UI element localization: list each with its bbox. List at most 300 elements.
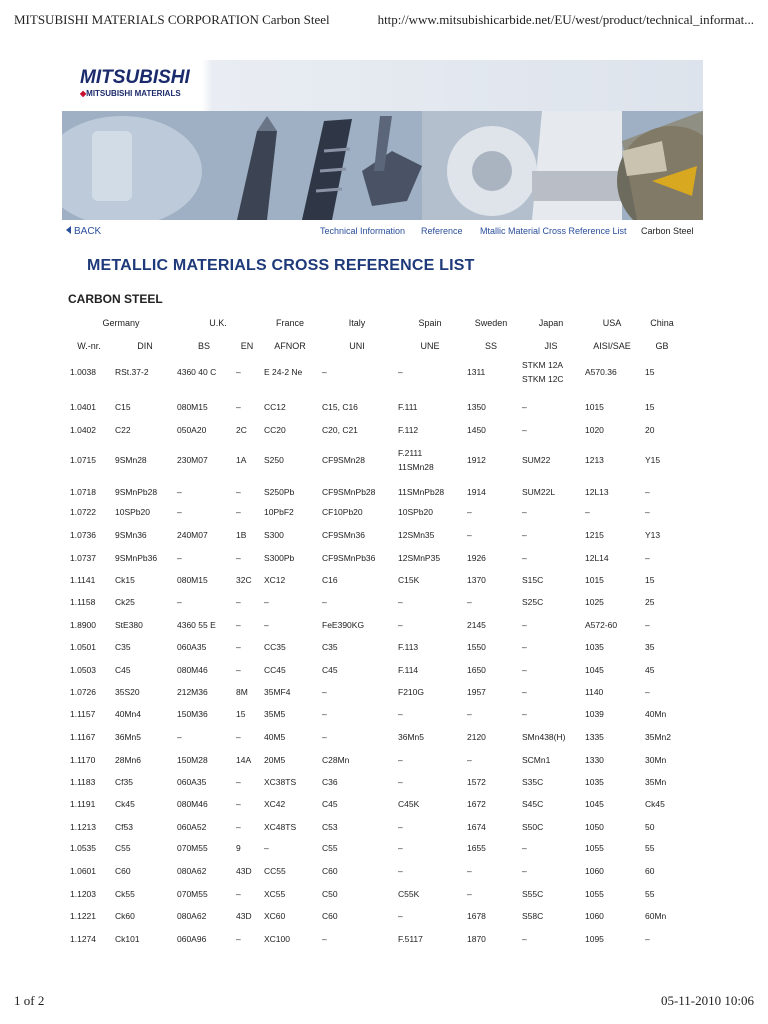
table-cell: –	[522, 530, 527, 540]
table-cell: Ck45	[115, 799, 135, 809]
table-cell: CF9SMnPb36	[322, 553, 376, 563]
table-cell: F.5117	[398, 934, 423, 944]
material-number: 1.0601	[70, 866, 96, 876]
table-cell: S45C	[522, 799, 544, 809]
table-cell: –	[645, 620, 650, 630]
table-cell: C60	[115, 866, 131, 876]
cutting-tools-illustration	[62, 111, 703, 220]
table-cell: 1870	[467, 934, 486, 944]
table-cell: –	[398, 911, 403, 921]
table-cell: 14A	[236, 755, 252, 765]
table-cell: –	[236, 777, 241, 787]
table-cell: C53	[322, 822, 338, 832]
table-cell: S58C	[522, 911, 544, 921]
table-cell: –	[177, 487, 182, 497]
table-cell: 1140	[585, 687, 604, 697]
table-cell: –	[522, 507, 527, 517]
table-cell: –	[322, 709, 327, 719]
table-cell: 60Mn	[645, 911, 667, 921]
table-cell: Cf35	[115, 777, 133, 787]
table-cell: CC35	[264, 642, 286, 652]
logo-wordmark: MITSUBISHI	[80, 67, 190, 88]
table-cell: 10SPb20	[398, 507, 433, 517]
table-cell: StE380	[115, 620, 143, 630]
table-cell: 1213	[585, 455, 604, 465]
standard-header: EN	[240, 341, 254, 351]
page-title: METALLIC MATERIALS CROSS REFERENCE LIST	[87, 257, 475, 274]
material-number: 1.0501	[70, 642, 96, 652]
table-cell: 1957	[467, 687, 486, 697]
table-cell: XC100	[264, 934, 290, 944]
table-cell: 1015	[585, 402, 604, 412]
material-number: 1.0402	[70, 425, 96, 435]
table-cell: –	[522, 934, 527, 944]
table-cell: 080M15	[177, 575, 208, 585]
material-number: 1.1157	[70, 709, 96, 719]
material-number: 1.1141	[70, 575, 96, 585]
back-arrow-icon	[66, 226, 71, 234]
table-cell: –	[522, 553, 527, 563]
material-number: 1.0535	[70, 843, 96, 853]
table-cell: 1215	[585, 530, 604, 540]
table-cell: 15	[236, 709, 246, 719]
country-header: Germany	[102, 318, 140, 328]
table-cell: 150M36	[177, 709, 208, 719]
material-number: 1.0726	[70, 687, 96, 697]
table-cell: –	[264, 597, 269, 607]
table-cell: CC45	[264, 665, 286, 675]
table-cell: 9SMnPb36	[115, 553, 158, 563]
table-cell: 30Mn	[645, 755, 667, 765]
table-cell: –	[645, 687, 650, 697]
table-cell: –	[645, 487, 650, 497]
table-cell: 35	[645, 642, 655, 652]
table-cell: 40Mn4	[115, 709, 141, 719]
table-cell: C45	[115, 665, 131, 675]
table-cell: –	[522, 709, 527, 719]
table-cell: 1055	[585, 889, 604, 899]
back-link-label: BACK	[74, 226, 102, 237]
country-header: Japan	[538, 318, 564, 328]
table-cell: 1060	[585, 911, 604, 921]
table-cell: Ck55	[115, 889, 135, 899]
table-cell: S25C	[522, 597, 544, 607]
table-cell: 1550	[467, 642, 486, 652]
table-cell: 080M46	[177, 665, 208, 675]
table-cell: –	[322, 687, 327, 697]
table-cell: –	[236, 620, 241, 630]
table-cell: –	[522, 665, 527, 675]
table-cell: 12L13	[585, 487, 609, 497]
table-cell: 1035	[585, 777, 604, 787]
material-number: 1.0503	[70, 665, 96, 675]
breadcrumb-carbon-steel: Carbon Steel	[641, 226, 694, 236]
table-cell: F.112	[398, 425, 419, 435]
table-cell: S35C	[522, 777, 544, 787]
table-cell: 060A96	[177, 934, 207, 944]
table-cell: SCMn1	[522, 755, 551, 765]
table-cell: C45	[322, 799, 338, 809]
table-cell: –	[467, 755, 472, 765]
material-number: 1.1167	[70, 732, 96, 742]
table-cell: –	[522, 402, 527, 412]
table-cell: –	[264, 620, 269, 630]
table-cell: –	[398, 822, 403, 832]
table-cell: 1060	[585, 866, 604, 876]
table-cell: 36Mn5	[398, 732, 424, 742]
table-cell: –	[236, 402, 241, 412]
table-cell: FeE390KG	[322, 620, 365, 630]
material-number: 1.0038	[70, 367, 96, 377]
table-cell: 1015	[585, 575, 604, 585]
table-cell: A572-60	[585, 620, 618, 630]
table-cell: 40M5	[264, 732, 286, 742]
table-cell: 45	[645, 665, 655, 675]
table-cell: 050A20	[177, 425, 207, 435]
table-cell: 35Mn	[645, 777, 667, 787]
country-header: Sweden	[474, 318, 508, 328]
table-cell: –	[236, 889, 241, 899]
table-cell: 1025	[585, 597, 604, 607]
table-cell: 12L14	[585, 553, 609, 563]
table-cell: 1912	[467, 455, 486, 465]
country-header: Italy	[348, 318, 366, 328]
breadcrumb-technical-information[interactable]: Technical Information	[320, 226, 406, 236]
table-cell: CC55	[264, 866, 286, 876]
table-cell: 11SMn28	[398, 462, 434, 472]
table-cell: –	[398, 709, 403, 719]
breadcrumb-reference[interactable]: Reference	[421, 226, 463, 236]
table-cell: 1035	[585, 642, 604, 652]
table-cell: 4360 55 E	[177, 620, 216, 630]
table-cell: STKM 12A	[522, 360, 564, 370]
table-cell: 1311	[467, 367, 486, 377]
table-cell: C15K	[398, 575, 420, 585]
table-cell: –	[236, 367, 241, 377]
material-number: 1.0737	[70, 553, 96, 563]
table-cell: –	[398, 755, 403, 765]
table-cell: C28Mn	[322, 755, 350, 765]
table-cell: –	[467, 889, 472, 899]
table-cell: XC38TS	[264, 777, 297, 787]
table-cell: C45	[322, 665, 338, 675]
table-cell: C55K	[398, 889, 420, 899]
print-header-title: MITSUBISHI MATERIALS CORPORATION Carbon Steel	[14, 12, 330, 27]
material-number: 1.1158	[70, 597, 96, 607]
table-cell: –	[398, 866, 403, 876]
table-cell: F.2111	[398, 448, 423, 458]
print-header-url: http://www.mitsubishicarbide.net/EU/west/product/technical_informat...	[377, 12, 754, 27]
table-cell: –	[398, 620, 403, 630]
table-cell: –	[236, 553, 241, 563]
table-cell: 20	[645, 425, 655, 435]
table-cell: –	[522, 687, 527, 697]
table-cell: Cf53	[115, 822, 133, 832]
table-cell: 1370	[467, 575, 486, 585]
country-header: China	[650, 318, 674, 328]
table-cell: 1A	[236, 455, 247, 465]
table-cell: SUM22L	[522, 487, 556, 497]
standard-header: GB	[655, 341, 669, 351]
table-cell: S50C	[522, 822, 544, 832]
material-number: 1.1183	[70, 777, 96, 787]
table-cell: –	[467, 597, 472, 607]
table-cell: –	[236, 732, 241, 742]
table-cell: C22	[115, 425, 131, 435]
table-cell: C60	[322, 911, 338, 921]
table-cell: F.111	[398, 402, 418, 412]
table-cell: 1330	[585, 755, 604, 765]
table-cell: –	[236, 822, 241, 832]
page-count: 1 of 2	[14, 993, 45, 1008]
table-cell: 1045	[585, 799, 604, 809]
table-cell: Ck45	[645, 799, 665, 809]
standard-header: AISI/SAE	[593, 341, 631, 351]
table-cell: 1095	[585, 934, 604, 944]
table-cell: –	[322, 732, 327, 742]
table-cell: C20, C21	[322, 425, 358, 435]
table-cell: Ck60	[115, 911, 135, 921]
table-cell: –	[236, 597, 241, 607]
table-cell: C36	[322, 777, 338, 787]
table-cell: –	[467, 530, 472, 540]
back-link[interactable]	[66, 226, 101, 237]
table-cell: Ck15	[115, 575, 135, 585]
table-cell: 60	[645, 866, 655, 876]
table-cell: –	[398, 597, 403, 607]
table-cell: 35M5	[264, 709, 286, 719]
table-cell: 240M07	[177, 530, 208, 540]
table-cell: SUM22	[522, 455, 551, 465]
material-number: 1.0401	[70, 402, 96, 412]
table-cell: XC55	[264, 889, 286, 899]
standard-header: SS	[484, 341, 498, 351]
table-cell: 080A62	[177, 866, 207, 876]
table-cell: 11SMnPb28	[398, 487, 445, 497]
table-cell: 080A62	[177, 911, 207, 921]
table-cell: 15	[645, 575, 655, 585]
material-number: 1.1203	[70, 889, 96, 899]
material-number: 1.0722	[70, 507, 96, 517]
standard-header: DIN	[137, 341, 153, 351]
table-cell: F.114	[398, 665, 419, 675]
material-number: 1.0715	[70, 455, 96, 465]
table-cell: 060A35	[177, 642, 207, 652]
table-cell: –	[398, 777, 403, 787]
table-cell: 9	[236, 843, 241, 853]
table-cell: XC12	[264, 575, 286, 585]
table-cell: SMn438(H)	[522, 732, 566, 742]
table-cell: CF10Pb20	[322, 507, 363, 517]
material-number: 1.1274	[70, 934, 96, 944]
table-cell: 20M5	[264, 755, 286, 765]
table-cell: CF9SMn28	[322, 455, 365, 465]
table-cell: –	[236, 642, 241, 652]
table-cell: S250Pb	[264, 487, 295, 497]
table-cell: A570.36	[585, 367, 617, 377]
table-cell: –	[177, 597, 182, 607]
table-cell: –	[236, 934, 241, 944]
table-cell: –	[645, 553, 650, 563]
table-cell: CC20	[264, 425, 286, 435]
table-cell: –	[522, 620, 527, 630]
country-header: France	[275, 318, 305, 328]
table-cell: 12SMnP35	[398, 553, 441, 563]
table-cell: 1678	[467, 911, 486, 921]
table-cell: Y13	[645, 530, 661, 540]
standard-header: AFNOR	[274, 341, 306, 351]
table-cell: –	[236, 799, 241, 809]
table-cell: C55	[322, 843, 338, 853]
breadcrumb-bar	[62, 226, 703, 240]
logo-subtitle	[80, 89, 181, 98]
table-cell: C16	[322, 575, 338, 585]
table-cell: 1020	[585, 425, 604, 435]
table-cell: 1055	[585, 843, 604, 853]
table-cell: 1039	[585, 709, 604, 719]
table-cell: 40Mn	[645, 709, 667, 719]
table-cell: –	[645, 507, 650, 517]
table-cell: –	[467, 709, 472, 719]
table-cell: C35	[115, 642, 131, 652]
table-cell: 150M28	[177, 755, 208, 765]
table-cell: 1350	[467, 402, 486, 412]
table-cell: 1B	[236, 530, 247, 540]
table-cell: 1672	[467, 799, 486, 809]
table-cell: –	[522, 843, 527, 853]
table-cell: 1926	[467, 553, 486, 563]
table-cell: CC12	[264, 402, 286, 412]
material-number: 1.1191	[70, 799, 96, 809]
table-cell: 9SMn28	[115, 455, 147, 465]
material-number: 1.0736	[70, 530, 96, 540]
table-cell: E 24-2 Ne	[264, 367, 303, 377]
table-cell: 1572	[467, 777, 486, 787]
table-cell: 8M	[236, 687, 248, 697]
standard-header: UNE	[420, 341, 440, 351]
table-cell: 35MF4	[264, 687, 291, 697]
table-cell: 2120	[467, 732, 486, 742]
table-cell: 10PbF2	[264, 507, 294, 517]
table-cell: 060A52	[177, 822, 207, 832]
table-cell: 55	[645, 843, 655, 853]
table-cell: C45K	[398, 799, 420, 809]
table-cell: 25	[645, 597, 655, 607]
table-cell: –	[467, 866, 472, 876]
table-cell: XC48TS	[264, 822, 297, 832]
table-cell: F210G	[398, 687, 424, 697]
table-cell: 32C	[236, 575, 252, 585]
table-cell: S250	[264, 455, 284, 465]
table-cell: S15C	[522, 575, 544, 585]
table-cell: 1045	[585, 665, 604, 675]
table-cell: 43D	[236, 866, 252, 876]
table-cell: 2145	[467, 620, 486, 630]
table-cell: 9SMn36	[115, 530, 147, 540]
site-banner	[62, 60, 703, 220]
table-cell: –	[398, 843, 403, 853]
standard-header: BS	[197, 341, 211, 351]
breadcrumb-cross-reference-list[interactable]: Mtallic Material Cross Reference List	[480, 226, 627, 236]
table-cell: 12SMn35	[398, 530, 435, 540]
table-cell: 28Mn6	[115, 755, 141, 765]
table-cell: –	[177, 553, 182, 563]
table-cell: 36Mn5	[115, 732, 141, 742]
table-cell: 070M55	[177, 889, 208, 899]
section-title: CARBON STEEL	[68, 292, 163, 306]
table-cell: 1450	[467, 425, 486, 435]
print-date: 05-11-2010 10:06	[660, 993, 754, 1008]
table-cell: C15, C16	[322, 402, 358, 412]
table-cell: 070M55	[177, 843, 208, 853]
material-number: 1.1221	[70, 911, 96, 921]
table-cell: 230M07	[177, 455, 208, 465]
table-cell: 080M15	[177, 402, 208, 412]
table-cell: –	[398, 367, 403, 377]
material-number: 1.1170	[70, 755, 96, 765]
table-cell: –	[522, 425, 527, 435]
table-cell: 35Mn2	[645, 732, 671, 742]
country-header: USA	[602, 318, 622, 328]
table-cell: 1655	[467, 843, 486, 853]
table-cell: –	[236, 507, 241, 517]
table-cell: 35S20	[115, 687, 140, 697]
table-cell: 9SMnPb28	[115, 487, 158, 497]
table-cell: 15	[645, 367, 655, 377]
standard-header: JIS	[544, 341, 558, 351]
table-cell: 080M46	[177, 799, 208, 809]
table-cell: CF9SMn36	[322, 530, 365, 540]
table-cell: Y15	[645, 455, 661, 465]
table-cell: 15	[645, 402, 655, 412]
table-cell: –	[645, 934, 650, 944]
table-cell: 2C	[236, 425, 247, 435]
table-cell: Ck25	[115, 597, 135, 607]
table-cell: –	[585, 507, 590, 517]
table-cell: –	[522, 642, 527, 652]
table-cell: –	[522, 866, 527, 876]
table-cell: 212M36	[177, 687, 208, 697]
table-cell: 1050	[585, 822, 604, 832]
standard-header: UNI	[349, 341, 365, 351]
table-cell: C55	[115, 843, 131, 853]
table-cell: CF9SMnPb28	[322, 487, 376, 497]
table-cell: –	[322, 367, 327, 377]
table-cell: 1650	[467, 665, 486, 675]
table-cell: 50	[645, 822, 655, 832]
table-cell: STKM 12C	[522, 374, 564, 384]
table-cell: 1914	[467, 487, 486, 497]
banner-tools-image	[62, 111, 703, 220]
table-cell: –	[177, 507, 182, 517]
standard-header: W.-nr.	[77, 341, 101, 351]
table-cell: 060A35	[177, 777, 207, 787]
company-logo[interactable]	[62, 60, 202, 111]
material-number: 1.0718	[70, 487, 96, 497]
table-cell: 55	[645, 889, 655, 899]
table-cell: S300	[264, 530, 284, 540]
table-cell: S300Pb	[264, 553, 295, 563]
table-cell: S55C	[522, 889, 544, 899]
table-cell: –	[236, 665, 241, 675]
table-cell: 10SPb20	[115, 507, 150, 517]
logo-diamond-icon: ◆	[80, 89, 87, 98]
table-cell: 43D	[236, 911, 252, 921]
table-cell: RSt.37-2	[115, 367, 149, 377]
table-cell: C60	[322, 866, 338, 876]
table-cell: –	[264, 843, 269, 853]
table-cell: 1335	[585, 732, 604, 742]
